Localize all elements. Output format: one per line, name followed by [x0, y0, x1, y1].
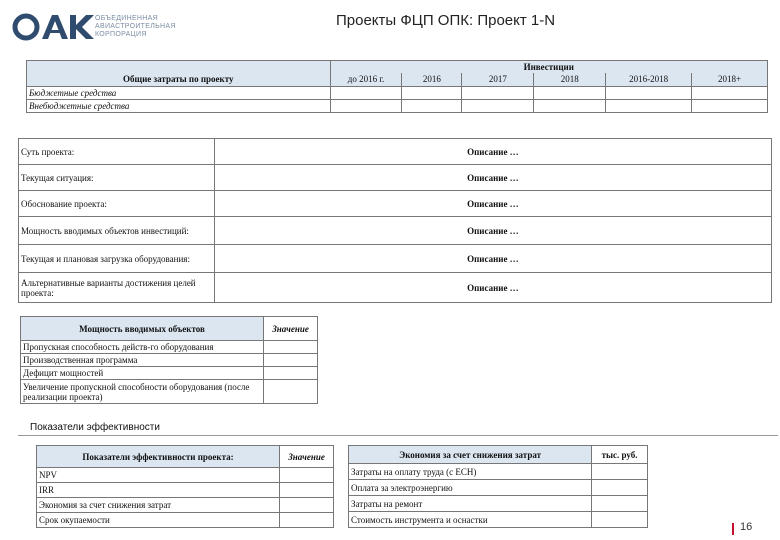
savings-row-label: Затраты на оплату труда (с ЕСН)	[349, 464, 592, 480]
description-value: Описание …	[214, 165, 771, 191]
table-row	[19, 273, 772, 303]
description-label: Мощность вводимых объектов инвестиций:	[19, 217, 215, 245]
savings-row-label: Затраты на ремонт	[349, 496, 592, 512]
description-label: Текущая и плановая загрузка оборудования:	[19, 245, 215, 273]
capacity-table	[20, 316, 318, 404]
investment-col-header: до 2016 г.	[330, 73, 402, 87]
logo-caption-line: КОРПОРАЦИЯ	[95, 31, 147, 38]
table-row	[21, 354, 318, 367]
table-row	[37, 513, 334, 528]
logo-caption-line: ОБЪЕДИНЕННАЯ	[95, 15, 158, 22]
capacity-value-header: Значение	[264, 317, 318, 341]
description-value: Описание …	[214, 217, 771, 245]
table-row	[19, 191, 772, 217]
investment-col-header: 2018	[534, 73, 606, 87]
table-row	[37, 468, 334, 483]
section-divider	[18, 435, 778, 436]
savings-row-label: Стоимость инструмента и оснастки	[349, 512, 592, 528]
table-row	[37, 483, 334, 498]
savings-unit-header: тыс. руб.	[592, 446, 648, 464]
investment-col-header: 2018+	[692, 73, 768, 87]
oak-logo-icon	[12, 12, 98, 42]
description-value: Описание …	[214, 191, 771, 217]
table-row	[21, 367, 318, 380]
description-value: Описание …	[214, 245, 771, 273]
efficiency-row-label: Срок окупаемости	[37, 513, 280, 528]
savings-row-label: Оплата за электроэнергию	[349, 480, 592, 496]
description-label: Альтернативные варианты достижения целей проекта:	[19, 273, 215, 303]
table-row	[349, 464, 648, 480]
efficiency-row-label: NPV	[37, 468, 280, 483]
investment-col-header: 2017	[462, 73, 534, 87]
description-label: Суть проекта:	[19, 139, 215, 165]
table-row	[27, 100, 768, 113]
logo-caption	[95, 15, 176, 39]
investment-row-label: Общие затраты по проекту	[27, 73, 331, 87]
savings-table	[348, 445, 648, 528]
investment-corner	[27, 61, 331, 73]
table-row	[21, 341, 318, 354]
table-row	[19, 217, 772, 245]
page-number: 16	[740, 521, 753, 533]
page-title: Проекты ФЦП ОПК: Проект 1-N	[336, 12, 556, 29]
description-value: Описание …	[214, 273, 771, 303]
capacity-row-label: Производственная программа	[21, 354, 264, 367]
table-row	[349, 496, 648, 512]
capacity-row-label: Пропускная способность действ-го оборудования	[21, 341, 264, 354]
page-number-marker	[732, 523, 734, 535]
savings-header: Экономия за счет снижения затрат	[349, 446, 592, 464]
table-row	[349, 480, 648, 496]
efficiency-section-title: Показатели эффективности	[30, 422, 160, 433]
table-row	[19, 165, 772, 191]
investment-group-header: Инвестиции	[330, 61, 767, 73]
table-row	[19, 139, 772, 165]
description-table	[18, 138, 772, 303]
description-label: Текущая ситуация:	[19, 165, 215, 191]
table-row	[37, 498, 334, 513]
investment-table	[26, 60, 768, 113]
efficiency-row-label: IRR	[37, 483, 280, 498]
description-label: Обоснование проекта:	[19, 191, 215, 217]
table-row	[27, 87, 768, 100]
capacity-row-label: Дефицит мощностей	[21, 367, 264, 380]
capacity-header: Мощность вводимых объектов	[21, 317, 264, 341]
investment-col-header: 2016	[402, 73, 462, 87]
description-value: Описание …	[214, 139, 771, 165]
efficiency-value-header: Значение	[280, 446, 334, 468]
capacity-row-label: Увеличение пропускной способности оборудования (после реализации проекта)	[21, 380, 264, 404]
logo-caption-line: АВИАСТРОИТЕЛЬНАЯ	[95, 23, 176, 30]
investment-col-header: 2016-2018	[606, 73, 692, 87]
table-row	[349, 512, 648, 528]
investment-source-label: Бюджетные средства	[27, 87, 331, 100]
table-row	[21, 380, 318, 404]
investment-source-label: Внебюджетные средства	[27, 100, 331, 113]
table-row	[19, 245, 772, 273]
efficiency-header: Показатели эффективности проекта:	[37, 446, 280, 468]
efficiency-row-label: Экономия за счет снижения затрат	[37, 498, 280, 513]
efficiency-table	[36, 445, 334, 528]
